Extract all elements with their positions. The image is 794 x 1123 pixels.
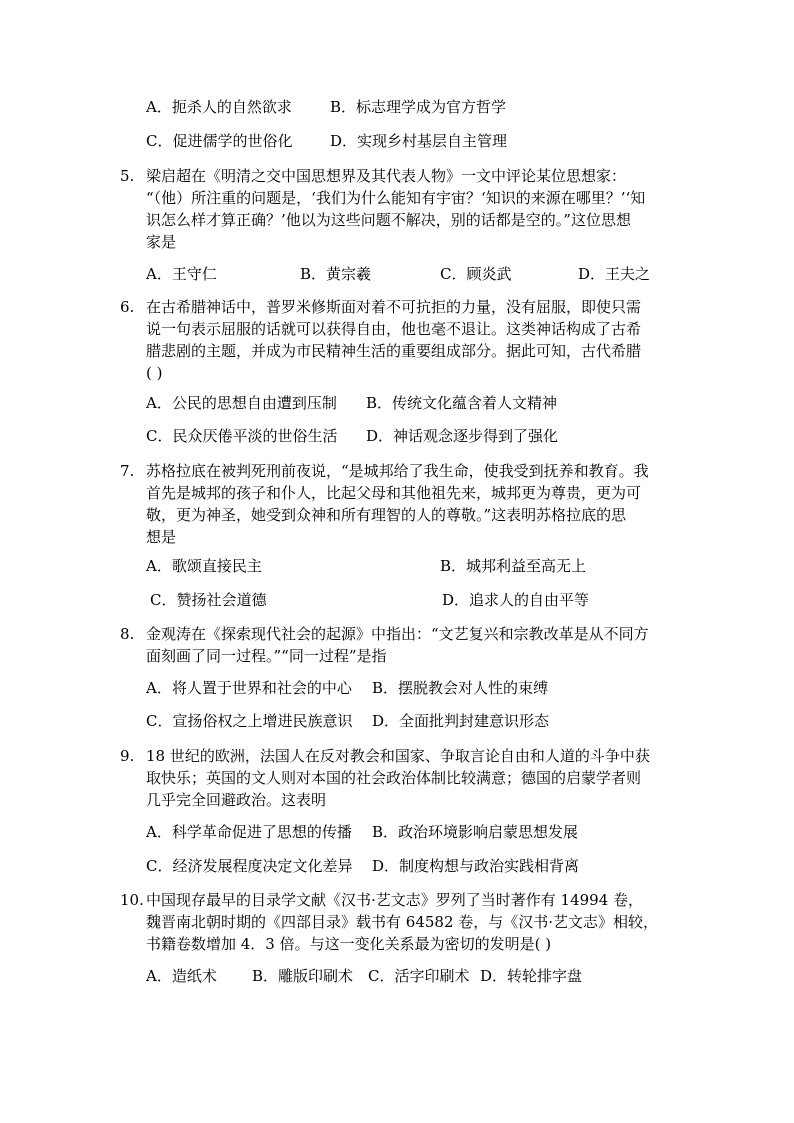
q9-option-a: A．科学革命促进了思想的传播 bbox=[146, 823, 352, 841]
q10-option-d: D．转轮排字盘 bbox=[480, 967, 583, 985]
q8-option-d: D．全面批判封建意识形态 bbox=[372, 712, 550, 730]
question-10-line-1: 10. 中国现存最早的目录学文献《汉书·艺文志》罗列了当时著作有 14994 卷， bbox=[120, 891, 644, 909]
q8-option-b: B．摆脱教会对人性的束缚 bbox=[372, 679, 549, 697]
q8-option-a: A．将人置于世界和社会的中心 bbox=[146, 679, 352, 697]
question-8-line-1: 8. 金观涛在《探索现代社会的起源》中指出：“文艺复兴和宗教改革是从不同方 bbox=[120, 625, 649, 643]
question-5-line-3: 识怎么样才算正确？’他以为这些问题不解决，别的话都是空的。”这位思想 bbox=[146, 211, 631, 229]
question-9-line-1: 9. 18 世纪的欧洲，法国人在反对教会和国家、争取言论自由和人道的斗争中获 bbox=[120, 747, 650, 765]
question-number: 7. bbox=[120, 462, 135, 480]
question-6-line-2: 说一句表示屈服的话就可以获得自由，他也毫不退让。这类神话构成了古希 bbox=[146, 320, 642, 338]
question-5-line-2: “（他）所注重的问题是，‘我们为什么能知有宇宙？‘知识的来源在哪里？’‘知 bbox=[146, 189, 646, 207]
q6-option-b: B．传统文化蕴含着人文精神 bbox=[366, 394, 558, 412]
question-9-line-2: 取快乐；英国的文人则对本国的社会政治体制比较满意；德国的启蒙学者则 bbox=[146, 769, 642, 787]
prev-option-b: B．标志理学成为官方哲学 bbox=[330, 98, 507, 116]
question-number: 10. bbox=[120, 891, 144, 909]
q6-option-a: A．公民的思想自由遭到压制 bbox=[146, 394, 337, 412]
question-10-line-3: 书籍卷数增加 4．3 倍。与这一变化关系最为密切的发明是( ) bbox=[146, 935, 552, 953]
q7-option-a: A．歌颂直接民主 bbox=[146, 557, 262, 575]
question-6-line-4: ( ) bbox=[146, 364, 163, 382]
question-number: 9. bbox=[120, 747, 135, 765]
q5-option-a: A．王守仁 bbox=[146, 265, 217, 283]
question-6-line-1: 6. 在古希腊神话中，普罗米修斯面对着不可抗拒的力量，没有屈服，即使只需 bbox=[120, 298, 642, 316]
q10-option-c: C．活字印刷术 bbox=[368, 967, 470, 985]
question-6-line-3: 腊悲剧的主题，并成为市民精神生活的重要组成部分。据此可知，古代希腊 bbox=[146, 342, 642, 360]
question-7-line-4: 想是 bbox=[146, 528, 177, 546]
question-7-line-1: 7. 苏格拉底在被判死刑前夜说，“是城邦给了我生命，使我受到抚养和教育。我 bbox=[120, 462, 649, 480]
question-7-line-3: 敬，更为神圣，她受到众神和所有理智的人的尊敬。”这表明苏格拉底的思 bbox=[146, 506, 627, 524]
question-number: 6. bbox=[120, 298, 135, 316]
q9-option-d: D．制度构想与政治实践相背离 bbox=[372, 857, 580, 875]
prev-option-d: D．实现乡村基层自主管理 bbox=[330, 132, 508, 150]
question-7-line-2: 首先是城邦的孩子和仆人，比起父母和其他祖先来，城邦更为尊贵，更为可 bbox=[146, 484, 642, 502]
q5-option-b: B．黄宗羲 bbox=[300, 265, 372, 283]
question-8-line-2: 面刻画了同一过程。”“同一过程”是指 bbox=[146, 647, 387, 665]
q5-option-d: D．王夫之 bbox=[578, 265, 651, 283]
q5-option-c: C．顾炎武 bbox=[440, 265, 512, 283]
q9-option-c: C．经济发展程度决定文化差异 bbox=[146, 857, 353, 875]
question-number: 5. bbox=[120, 167, 135, 185]
question-9-line-3: 几乎完全回避政治。这表明 bbox=[146, 791, 327, 809]
q9-option-b: B．政治环境影响启蒙思想发展 bbox=[372, 823, 579, 841]
q8-option-c: C．宣扬俗权之上增进民族意识 bbox=[146, 712, 353, 730]
q10-option-b: B．雕版印刷术 bbox=[252, 967, 354, 985]
question-5-line-4: 家是 bbox=[146, 233, 177, 251]
question-number: 8. bbox=[120, 625, 135, 643]
prev-option-c: C．促进儒学的世俗化 bbox=[146, 132, 293, 150]
q7-option-b: B．城邦利益至高无上 bbox=[440, 557, 587, 575]
q6-option-c: C．民众厌倦平淡的世俗生活 bbox=[146, 427, 338, 445]
prev-option-a: A．扼杀人的自然欲求 bbox=[146, 98, 292, 116]
q7-option-d: D．追求人的自由平等 bbox=[442, 591, 590, 609]
q10-option-a: A．造纸术 bbox=[146, 967, 217, 985]
q7-option-c: C．赞扬社会道德 bbox=[150, 591, 267, 609]
question-5-line-1: 5. 梁启超在《明清之交中国思想界及其代表人物》一文中评论某位思想家： bbox=[120, 167, 627, 185]
q6-option-d: D．神话观念逐步得到了强化 bbox=[366, 427, 559, 445]
question-10-line-2: 魏晋南北朝时期的《四部目录》载书有 64582 卷，与《汉书·艺文志》相较， bbox=[146, 913, 659, 931]
